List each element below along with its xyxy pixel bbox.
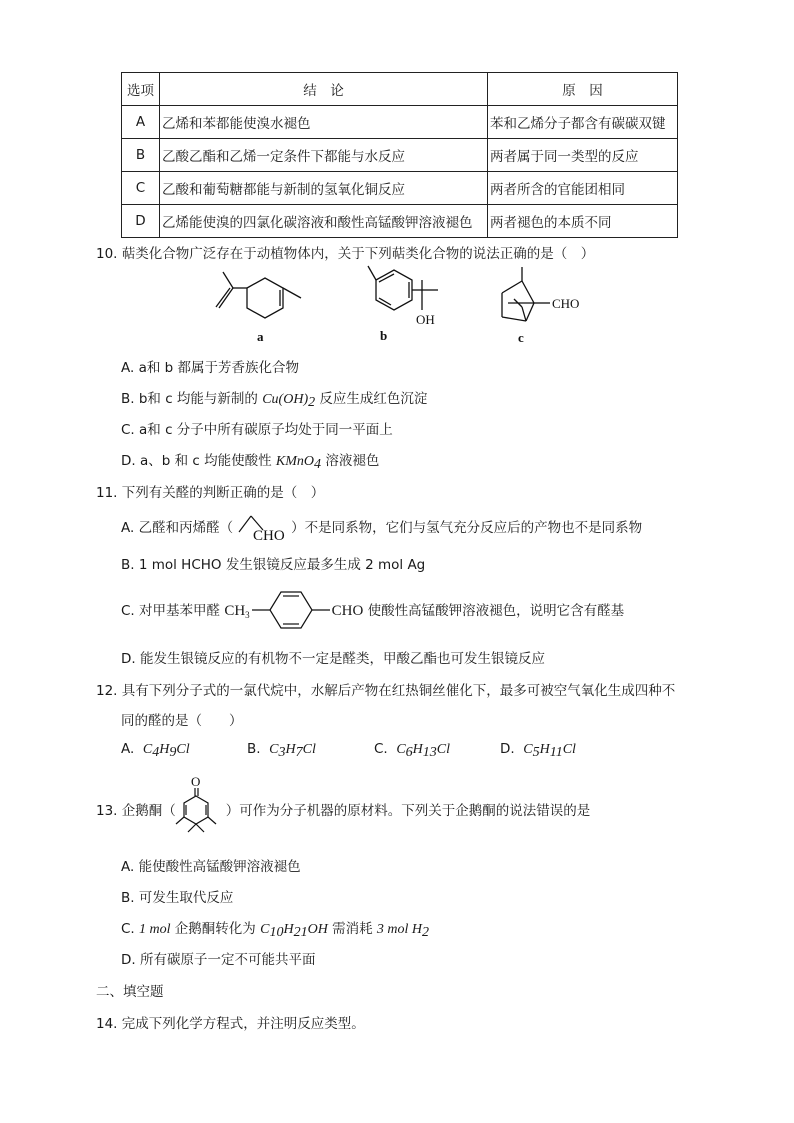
element-cl: Cl (176, 742, 190, 757)
q11-option-d: D. 能发生银镜反应的有机物不一定是醛类，甲酸乙酯也可发生银镜反应 (121, 651, 545, 667)
table-row (122, 106, 678, 139)
q12-option-c (374, 741, 450, 758)
q13-option-d: D. 所有碳原子一定不可能共平面 (121, 952, 316, 968)
question-stem: ）可作为分子机器的原材料。下列关于企鹅酮的说法错误的是 (225, 803, 591, 819)
q11-option-b: B. 1 mol HCHO 发生银镜反应最多生成 2 mol Ag (121, 557, 426, 573)
options-table (121, 72, 678, 238)
acrolein-structure (233, 518, 291, 538)
formula-subscript: 21 (293, 925, 308, 940)
aldehyde-label: CHO (552, 296, 580, 311)
element-c: C (269, 742, 279, 757)
element-cl: Cl (562, 742, 576, 757)
question-stem-line1: 具有下列分子式的一氯代烷中，水解后产物在红热铜丝催化下，最多可被空气氧化生成四种不 (121, 683, 676, 699)
benzene-ring (250, 602, 332, 618)
question-13 (96, 799, 590, 819)
table-cell-conclusion: 乙酸乙酯和乙烯一定条件下都能与水反应 (160, 139, 488, 172)
table-cell-conclusion: 乙酸和葡萄糖都能与新制的氢氧化铜反应 (160, 172, 488, 205)
formula: 1 mol (139, 922, 171, 937)
subscript-c: 4 (152, 745, 160, 760)
option-text: ）不是同系物，它们与氢气充分反应后的产物也不是同系物 (291, 520, 643, 536)
q10-option-a: A. a和 b 都属于芳香族化合物 (121, 360, 300, 376)
formula: KMnO (275, 454, 315, 469)
table-cell-reason: 两者所含的官能团相同 (488, 172, 678, 205)
q13-option-a: A. 能使酸性高锰酸钾溶液褪色 (121, 859, 301, 875)
table-cell-reason: 两者属于同一类型的反应 (488, 139, 678, 172)
molecule-b-structure (358, 262, 458, 344)
question-12-line2: 同的醛的是（ ） (121, 713, 243, 729)
question-number: 11. (96, 485, 118, 501)
molecule-c (494, 263, 594, 345)
acrolein-skeleton (233, 510, 291, 540)
q10-option-b (121, 387, 427, 408)
penguinone-structure (172, 772, 222, 836)
element-h: H (539, 742, 550, 757)
question-number: 13. (96, 803, 118, 819)
option-text: 反应生成红色沉淀 (315, 391, 428, 407)
question-number: 14. (96, 1016, 118, 1032)
table-row (122, 205, 678, 238)
question-stem: 萜类化合物广泛存在于动植物体内，关于下列萜类化合物的说法正确的是（ ） (121, 246, 595, 262)
formula-subscript: 2 (422, 925, 430, 940)
formula: OH (307, 922, 328, 937)
methyl-subscript: 3 (245, 610, 250, 620)
option-text: 需消耗 (327, 921, 377, 937)
formula-subscript: 2 (308, 395, 316, 410)
subscript-h: 7 (295, 745, 303, 760)
option-text: C. 对甲基苯甲醛 (121, 603, 225, 619)
question-stem: 企鹅酮（ (121, 803, 176, 819)
oxygen-label: O (191, 774, 201, 789)
question-11 (96, 481, 324, 501)
molecule-b (358, 262, 458, 344)
table-cell-conclusion: 乙烯能使溴的四氯化碳溶液和酸性高锰酸钾溶液褪色 (160, 205, 488, 238)
table-cell-option: A (122, 106, 160, 139)
table-cell-reason: 两者褪色的本质不同 (488, 205, 678, 238)
hydroxyl-label: OH (416, 312, 435, 327)
element-h: H (159, 742, 170, 757)
question-number: 10. (96, 246, 118, 262)
subscript-h: 11 (549, 745, 563, 760)
table-cell-option: C (122, 172, 160, 205)
table-row (122, 139, 678, 172)
acrolein-cho: CHO (253, 528, 285, 540)
question-10 (96, 242, 594, 262)
formula: H (283, 922, 294, 937)
molecule-c-label: c (518, 330, 524, 345)
subscript-h: 9 (169, 745, 177, 760)
subscript-c: 3 (278, 745, 286, 760)
option-label: A. (121, 741, 135, 757)
question-14 (96, 1012, 365, 1032)
option-text: A. 乙醛和丙烯醛（ (121, 520, 234, 536)
question-stem: 完成下列化学方程式，并注明反应类型。 (121, 1016, 365, 1032)
subscript-h: 13 (422, 745, 437, 760)
q10-option-d (121, 449, 379, 470)
subscript-c: 6 (405, 745, 413, 760)
formula: C (260, 922, 270, 937)
formula-subscript: 4 (314, 457, 322, 472)
table-cell-option: D (122, 205, 160, 238)
option-label: D. (500, 741, 515, 757)
question-12 (96, 679, 675, 699)
molecule-a (205, 268, 315, 346)
table-header: 原 因 (488, 73, 678, 106)
option-text: 使酸性高锰酸钾溶液褪色，说明它含有醛基 (363, 603, 625, 619)
q13-option-b: B. 可发生取代反应 (121, 890, 234, 906)
formula: Cu(OH) (262, 392, 309, 407)
option-text: B. b和 c 均能与新制的 (121, 391, 263, 407)
section-title: 二、填空题 (96, 984, 164, 1000)
subscript-c: 5 (532, 745, 540, 760)
table-header-row (122, 73, 678, 106)
option-text: C. (121, 921, 140, 937)
q11-option-a (121, 516, 642, 538)
element-c: C (396, 742, 406, 757)
penguinone-skeleton (172, 772, 222, 836)
table-header: 结 论 (160, 73, 488, 106)
option-text: 溶液褪色 (321, 453, 380, 469)
aldehyde-group: CHO (331, 603, 364, 619)
q10-option-c: C. a和 c 分子中所有碳原子均处于同一平面上 (121, 422, 393, 438)
molecule-c-structure (494, 263, 594, 345)
methyl-group: CH (224, 603, 246, 619)
molecule-a-label: a (257, 329, 264, 344)
option-label: C. (374, 741, 388, 757)
table-row (122, 172, 678, 205)
q12-option-a (121, 741, 190, 758)
option-text: 企鹅酮转化为 (170, 921, 261, 937)
q13-option-c (121, 917, 429, 938)
formula: 3 mol H (376, 922, 423, 937)
table-cell-option: B (122, 139, 160, 172)
element-cl: Cl (302, 742, 316, 757)
q11-option-c (121, 599, 624, 620)
formula-subscript: 10 (269, 925, 284, 940)
q12-option-b (247, 741, 316, 758)
q12-option-d (500, 741, 576, 758)
option-label: B. (247, 741, 261, 757)
element-c: C (142, 742, 153, 757)
molecule-a-structure (205, 268, 315, 346)
table-cell-reason: 苯和乙烯分子都含有碳碳双键 (488, 106, 678, 139)
molecule-b-label: b (380, 328, 388, 343)
element-h: H (412, 742, 423, 757)
table-cell-conclusion: 乙烯和苯都能使溴水褪色 (160, 106, 488, 139)
question-stem: 下列有关醛的判断正确的是（ ） (121, 485, 325, 501)
benzene-ring-skeleton (250, 584, 332, 636)
element-c: C (523, 742, 533, 757)
question-number: 12. (96, 683, 118, 699)
table-header: 选项 (122, 73, 160, 106)
element-h: H (285, 742, 296, 757)
element-cl: Cl (436, 742, 451, 757)
option-text: D. a、b 和 c 均能使酸性 (121, 453, 276, 469)
